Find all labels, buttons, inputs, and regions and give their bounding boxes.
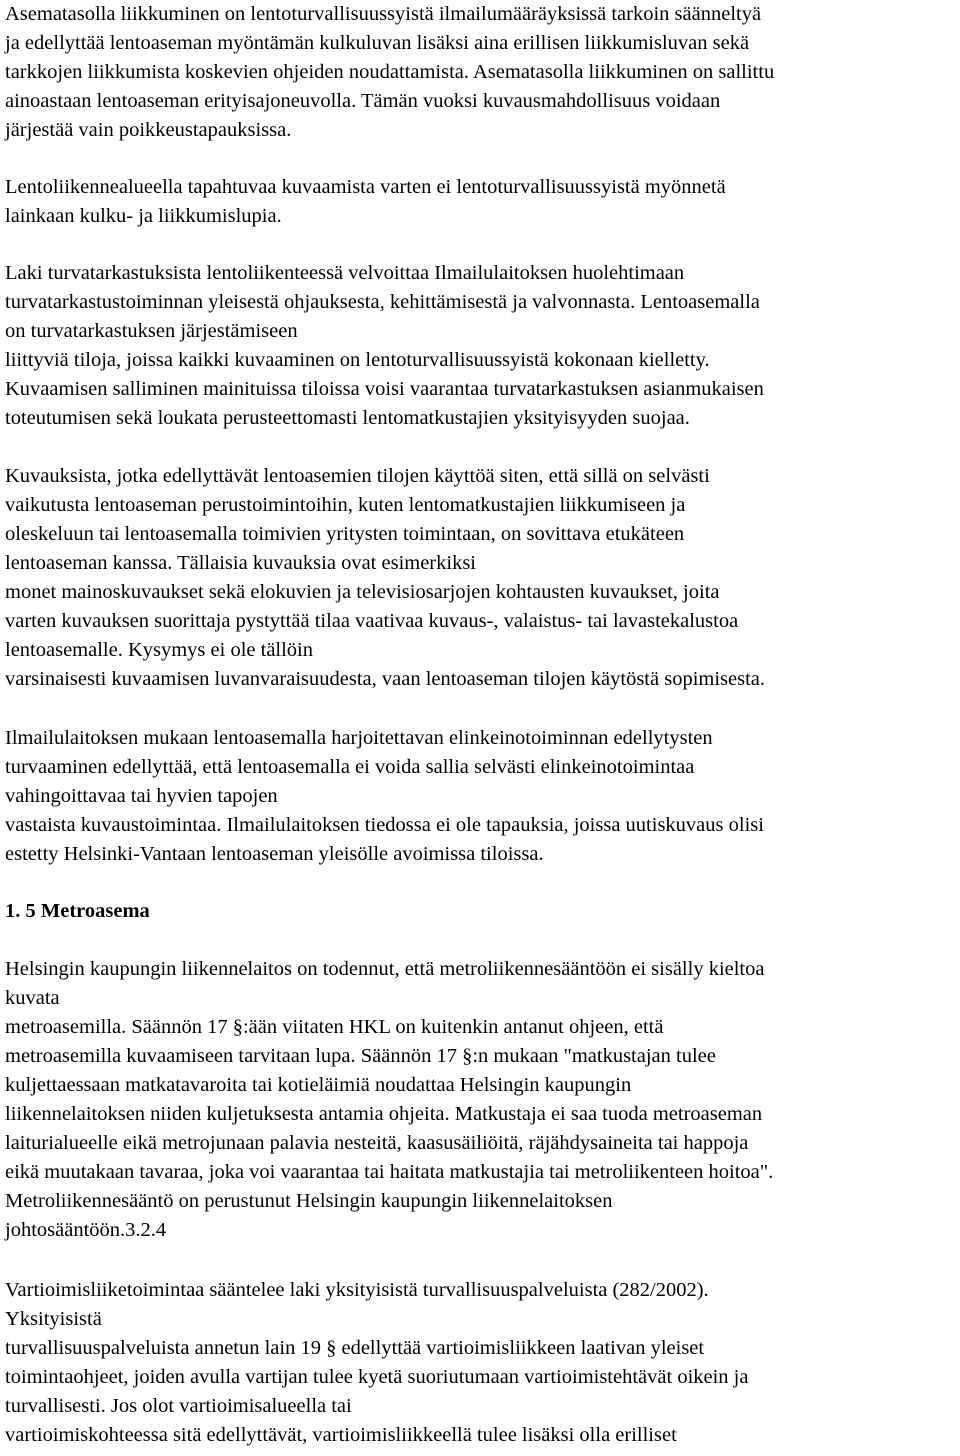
- paragraph-4-line-8: varsinaisesti kuvaamisen luvanvaraisuudesta, vaan lentoaseman tilojen käytöstä sopimisesta.: [5, 668, 766, 690]
- paragraph-3-line-6: toteutumisen sekä loukata perusteettomasti lentomatkustajien yksityisyyden suojaa.: [5, 407, 690, 429]
- paragraph-6-line-9: Metroliikennesääntö on perustunut Helsingin kaupungin liikennelaitoksen: [5, 1190, 613, 1212]
- paragraph-6-line-5: kuljettaessaan matkatavaroita tai kotieläimiä noudattaa Helsingin kaupungin: [5, 1074, 632, 1096]
- paragraph-7-line-2: Yksityisistä: [5, 1308, 102, 1330]
- paragraph-7-line-1: Vartioimisliiketoimintaa sääntelee laki yksityisistä turvallisuuspalveluista (282/2002).: [5, 1279, 709, 1301]
- paragraph-3-line-1: Laki turvatarkastuksista lentoliikenteessä velvoittaa Ilmailulaitoksen huolehtimaan: [5, 262, 685, 284]
- paragraph-3-line-3: on turvatarkastuksen järjestämiseen: [5, 320, 298, 342]
- paragraph-4-line-2: vaikutusta lentoaseman perustoimintoihin, kuten lentomatkustajien liikkumiseen ja: [5, 494, 686, 516]
- paragraph-2-line-2: lainkaan kulku- ja liikkumislupia.: [5, 205, 282, 227]
- paragraph-7-line-6: vartioimiskohteessa sitä edellyttävät, vartioimisliikkeellä tulee lisäksi olla erilliset: [5, 1424, 677, 1446]
- paragraph-6-line-4: metroasemilla kuvaamiseen tarvitaan lupa. Säännön 17 §:n mukaan "matkustajan tulee: [5, 1045, 716, 1067]
- paragraph-1-line-1: Asematasolla liikkuminen on lentoturvallisuussyistä ilmailumääräyksissä tarkoin säänneltyä: [5, 3, 762, 25]
- paragraph-1-line-3: tarkkojen liikkumista koskevien ohjeiden noudattamista. Asematasolla liikkuminen on sallittu: [5, 61, 775, 83]
- paragraph-5-line-4: vastaista kuvaustoimintaa. Ilmailulaitoksen tiedossa ei ole tapauksia, joissa uutiskuvaus olisi: [5, 814, 764, 836]
- paragraph-2-line-1: Lentoliikennealueella tapahtuvaa kuvaamista varten ei lentoturvallisuussyistä myönnetä: [5, 176, 726, 198]
- paragraph-5-line-3: vahingoittavaa tai hyvien tapojen: [5, 785, 278, 807]
- paragraph-4-line-5: monet mainoskuvaukset sekä elokuvien ja televisiosarjojen kohtausten kuvaukset, joita: [5, 581, 720, 603]
- paragraph-7-line-4: toimintaohjeet, joiden avulla vartijan tulee kyetä suoriutumaan vartioimistehtävät oikein ja: [5, 1366, 749, 1388]
- paragraph-7-line-5: turvallisesti. Jos olot vartioimisalueella tai: [5, 1395, 352, 1417]
- paragraph-5-line-2: turvaaminen edellyttää, että lentoasemalla ei voida sallia selvästi elinkeinotoimintaa: [5, 756, 695, 778]
- paragraph-4-line-1: Kuvauksista, jotka edellyttävät lentoasemien tilojen käyttöä siten, että sillä on selvästi: [5, 465, 710, 487]
- paragraph-6-line-2: kuvata: [5, 987, 60, 1009]
- paragraph-7-line-3: turvallisuuspalveluista annetun lain 19 § edellyttää vartioimisliikkeen laativan yleiset: [5, 1337, 705, 1359]
- paragraph-1-line-5: järjestää vain poikkeustapauksissa.: [5, 119, 292, 141]
- paragraph-6-line-7: laiturialueelle eikä metrojunaan palavia nesteitä, kaasusäiliöitä, räjähdysaineita tai happoja: [5, 1132, 749, 1154]
- paragraph-6-line-3: metroasemilla. Säännön 17 §:ään viitaten HKL on kuitenkin antanut ohjeen, että: [5, 1016, 664, 1038]
- paragraph-6-line-6: liikennelaitoksen niiden kuljetuksesta antamia ohjeita. Matkustaja ei saa tuoda metroaseman: [5, 1103, 763, 1125]
- paragraph-3-line-2: turvatarkastustoiminnan yleisestä ohjauksesta, kehittämisestä ja valvonnasta. Lentoasemalla: [5, 291, 760, 313]
- paragraph-3-line-4: liittyviä tiloja, joissa kaikki kuvaaminen on lentoturvallisuussyistä kokonaan kielletty.: [5, 349, 710, 371]
- paragraph-6-line-1: Helsingin kaupungin liikennelaitos on todennut, että metroliikennesääntöön ei sisälly kieltoa: [5, 958, 765, 980]
- paragraph-1-line-4: ainoastaan lentoaseman erityisajoneuvolla. Tämän vuoksi kuvausmahdollisuus voidaan: [5, 90, 721, 112]
- paragraph-4-line-4: lentoaseman kanssa. Tällaisia kuvauksia ovat esimerkiksi: [5, 552, 476, 574]
- paragraph-6-line-8: eikä muutakaan tavaraa, joka voi vaarantaa tai haitata matkustajia tai metroliikenteen hoitoa".: [5, 1161, 774, 1183]
- paragraph-5-line-5: estetty Helsinki-Vantaan lentoaseman yleisölle avoimissa tiloissa.: [5, 843, 544, 865]
- paragraph-4-line-3: oleskeluun tai lentoasemalla toimivien yritysten toimintaan, on sovittava etukäteen: [5, 523, 685, 545]
- section-heading: 1. 5 Metroasema: [5, 900, 150, 922]
- paragraph-4-line-7: lentoasemalle. Kysymys ei ole tällöin: [5, 639, 314, 661]
- paragraph-4-line-6: varten kuvauksen suorittaja pystyttää tilaa vaativaa kuvaus-, valaistus- tai lavastekalustoa: [5, 610, 739, 632]
- paragraph-3-line-5: Kuvaamisen salliminen mainituissa tiloissa voisi vaarantaa turvatarkastuksen asianmukaisen: [5, 378, 764, 400]
- paragraph-6-line-10: johtosääntöön.3.2.4: [5, 1219, 167, 1241]
- paragraph-1-line-2: ja edellyttää lentoaseman myöntämän kulkuluvan lisäksi aina erillisen liikkumisluvan sekä: [5, 32, 750, 54]
- paragraph-5-line-1: Ilmailulaitoksen mukaan lentoasemalla harjoitettavan elinkeinotoiminnan edellytysten: [5, 727, 713, 749]
